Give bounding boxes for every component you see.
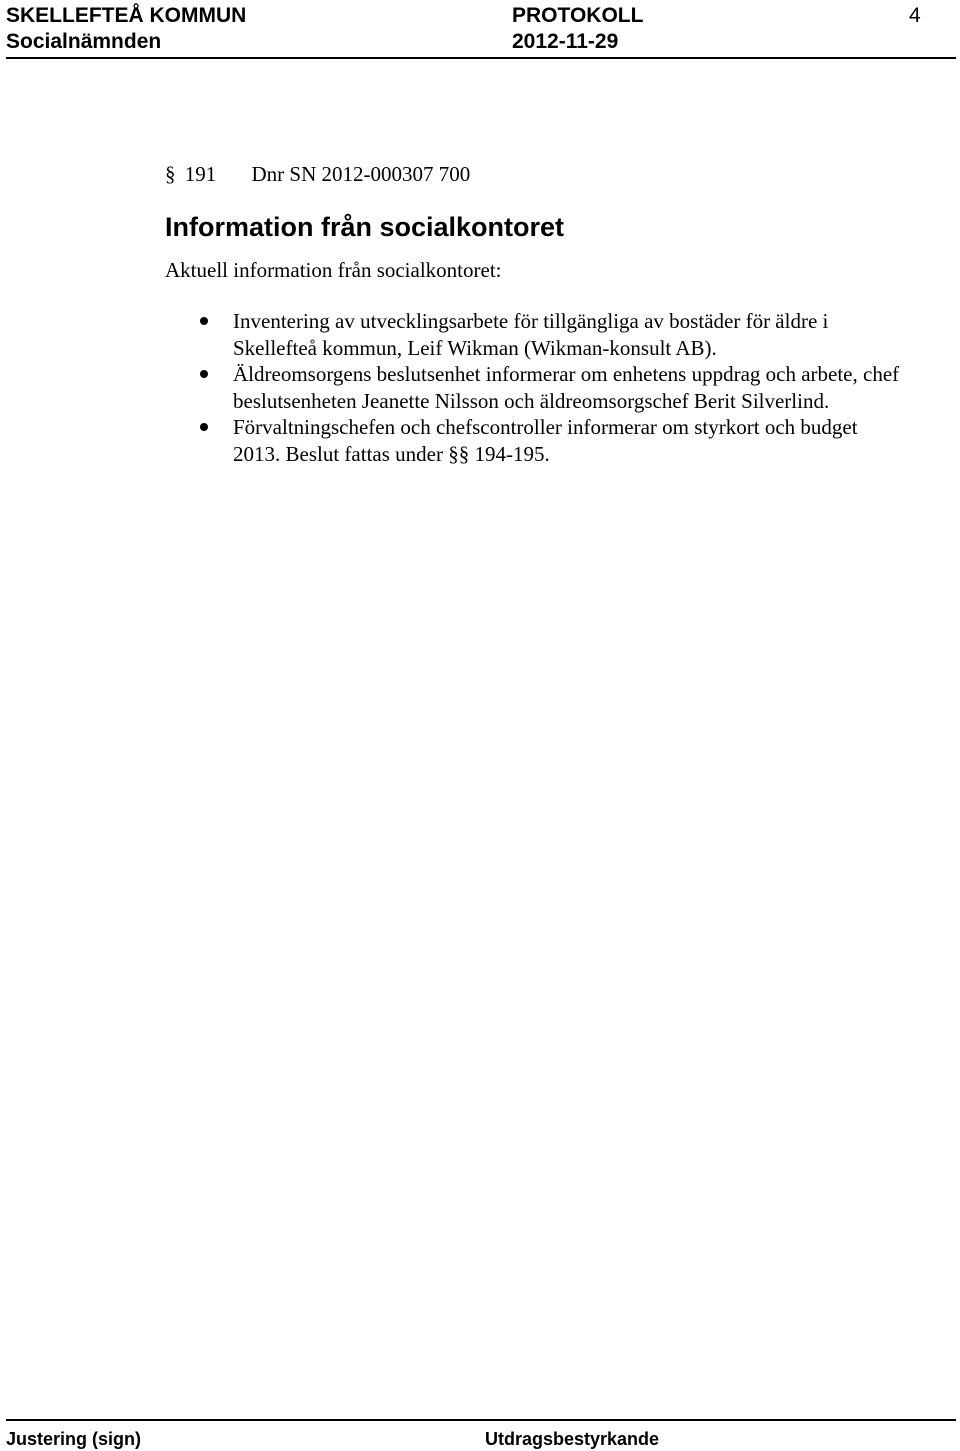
information-list [0, 308, 960, 467]
list-item-line: Äldreomsorgens beslutsenhet informerar om enhetens uppdrag och arbete, chef [233, 362, 900, 386]
section-symbol: § [165, 162, 176, 186]
paragraph-number: 191 [184, 162, 217, 186]
page-footer [0, 1414, 960, 1451]
list-item [0, 414, 958, 467]
justering-label: Justering (sign) [6, 1429, 142, 1449]
list-item-line: Inventering av utvecklingsarbete för tillgängliga av bostäder för äldre i [233, 309, 829, 333]
protocol-date: 2012-11-29 [512, 30, 619, 53]
utdragsbestyrkande-label: Utdragsbestyrkande [485, 1429, 660, 1449]
page-number: 4 [909, 4, 921, 27]
department-name: Socialnämnden [6, 30, 162, 53]
list-item-line: Skellefteå kommun, Leif Wikman (Wikman-konsult AB). [233, 335, 717, 360]
header-divider [6, 57, 956, 59]
document-type: PROTOKOLL [512, 4, 644, 27]
page-header [0, 0, 960, 60]
list-item-line: 2013. Beslut fattas under §§ 194-195. [233, 441, 550, 466]
list-item [0, 361, 958, 414]
intro-text: Aktuell information från socialkontoret: [165, 258, 502, 282]
bullet-icon [200, 317, 208, 325]
bullet-icon [200, 423, 208, 431]
section-title: Information från socialkontoret [165, 212, 565, 242]
footer-divider [6, 1419, 956, 1421]
bullet-icon [200, 370, 208, 378]
list-item [0, 308, 958, 361]
paragraph-reference [165, 161, 470, 187]
diary-number: Dnr SN 2012-000307 700 [251, 162, 471, 186]
list-item-line: beslutsenheten Jeanette Nilsson och äldreomsorgschef Berit Silverlind. [233, 388, 830, 413]
organization-name: SKELLEFTEÅ KOMMUN [6, 4, 247, 27]
list-item-line: Förvaltningschefen och chefscontroller informerar om styrkort och budget [233, 415, 858, 439]
